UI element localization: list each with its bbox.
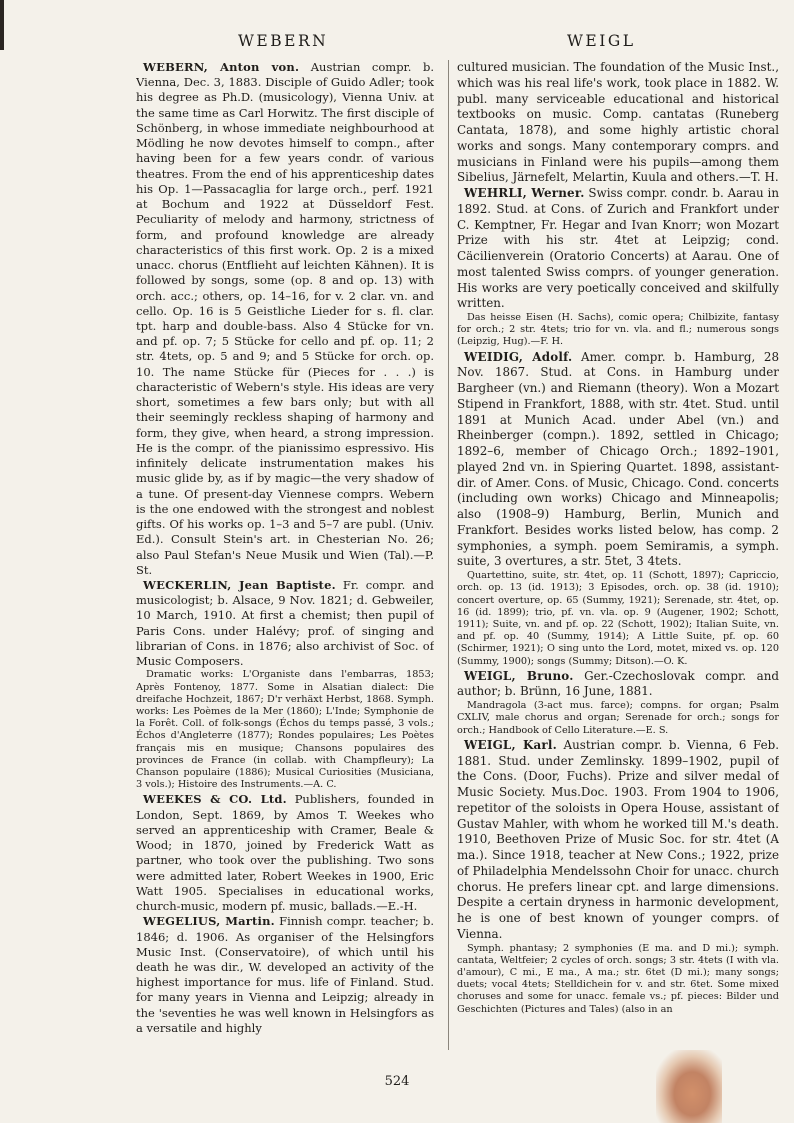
running-header xyxy=(0,22,794,52)
entry-body: cultured musician. The foundation of the Music Inst., which was his real life's work, took place in 1882. W. publ. many serviceable educational and historical textbooks on music. Comp. cantatas (Runeberg Cantata, 1878), and some highly artistic choral works and songs. Many contemporary comprs. and musicians in Finland were his pupils—among them Sibelius, Järnefelt, Melartin, Kuula and others.—T. H. xyxy=(457,60,779,185)
entry-weekes xyxy=(136,792,434,914)
entry-works-list: Das heisse Eisen (H. Sachs), comic opera; Chilbizite, fantasy for orch.; 2 str. 4tets; trio for vn. vla. and fl.; numerous songs (Leipzig, Hug).—F. H. xyxy=(457,312,779,348)
entry-wegelius-continued xyxy=(457,60,779,186)
entry-headword: WECKERLIN, Jean Baptiste. xyxy=(143,577,336,592)
entry-body: Austrian compr. b. Vienna, 6 Feb. 1881. Stud. under Zemlinsky. 1899–1902, pupil of the Cons. (Door, Fuchs). Prize and silver medal of Music Society. Mus.Doc. 1903. From 1904 to 1906, repetitor of the soloists in Opera House, assistant of Gustav Mahler, with whom he worked till M.'s death. 1910, Beethoven Prize of Music Soc. for str. 4tet (A ma.). Since 1918, teacher at New Cons.; 1922, prize of Philadelphia Mendelssohn Choir for unacc. church chorus. He prefers linear cpt. and large dimensions. Despite a certain dryness in harmonic development, he is one of best known of younger comprs. of Vienna. xyxy=(457,737,779,941)
corner-stain xyxy=(656,1050,722,1123)
header-right-word: WEIGL xyxy=(567,32,636,50)
entry-wehrli xyxy=(457,186,779,349)
entry-works-list: Quartettino, suite, str. 4tet, op. 11 (Schott, 1897); Capriccio, orch. op. 13 (id. 1913); 3 Episodes, orch. op. 38 (id. 1910); concert overture, op. 65 (Summy, 1921); Serenade, str. 4tet, op. 16 (id. 1899); trio, pf. vn. vla. op. 9 (Augener, 1902; Schott, 1911); Suite, vn. and pf. op. 22 (Schott, 1902); Italian Suite, vn. and pf. op. 40 (Summy, 1914); A Little Suite, pf. op. 60 (Schirmer, 1921); O sing unto the Lord, motet, mixed vs. op. 120 (Summy, 1900); songs (Summy; Ditson).—O. K. xyxy=(457,570,779,667)
entry-webern xyxy=(136,60,434,578)
entry-body: Austrian compr. b. Vienna, Dec. 3, 1883. Disciple of Guido Adler; took his degree as Ph.D. (musicology), Vienna Univ. at the same time as Carl Horwitz. The first disciple of Schönberg, in whose immediate neighbourhood at Mödling he now devotes himself to compn., after having been for a few years condr. of various theatres. From the end of his apprenticeship dates his Op. 1—Passacaglia for large orch., perf. 1921 at Bochum and 1922 at Düsseldorf Fest. Peculiarity of melody and harmony, strictness of form, and profound knowledge are already characteristics of this first work. Op. 2 is a mixed unacc. chorus (Entflieht auf leichten Kähnen). It is followed by songs, some (op. 8 and op. 13) with orch. acc.; others, op. 14–16, for v. 2 clar. vn. and cello. Op. 16 is 5 Geistliche Lieder for s. fl. clar. tpt. harp and double-bass. Also 4 Stücke for vn. and pf. op. 7; 5 Stücke for cello and pf. op. 11; 2 str. 4tets, op. 5 and 9; and 5 Stücke for orch. op. 10. The name Stücke für (Pieces for . . .) is characteristic of Webern's style. His ideas are very short, sometimes a few bars only; but with all their seemingly reckless shaping of harmony and form, they give, when heard, a strong impression. He is the compr. of the pianissimo espressivo. His infinitely delicate instrumentation makes his music glide by, as if by magic—the very shadow of a tune. Of present-day Viennese comprs. Webern is the one endowed with the strongest and noblest gifts. Of his works op. 1–3 and 5–7 are publ. (Univ. Ed.). Consult Stein's art. in Chesterian No. 26; also Paul Stefan's Neue Musik und Wien (Tal).—P. St. xyxy=(136,60,434,577)
entry-body: Swiss compr. condr. b. Aarau in 1892. Stud. at Cons. of Zurich and Frankfort under C. Kemptner, Fr. Hegar and Ivan Knorr; won Mozart Prize with his str. 4tet at Leipzig; cond. Cäcilienverein (Oratorio Concerts) at Aarau. One of most talented Swiss comprs. of younger generation. His works are very poetically conceived and skilfully written. xyxy=(457,186,779,311)
entry-works-list: Mandragola (3-act mus. farce); compns. for organ; Psalm CXLIV, male chorus and organ; Serenade for orch.; songs for orch.; Handbook of Cello Literature.—E. S. xyxy=(457,700,779,736)
header-left-word: WEBERN xyxy=(238,32,329,50)
entry-headword: WEIDIG, Adolf. xyxy=(464,349,573,364)
entry-headword: WEBERN, Anton von. xyxy=(143,60,300,74)
entry-wegelius xyxy=(136,914,434,1036)
entry-weigl-karl xyxy=(457,738,779,1016)
entry-works-list: Dramatic works: L'Organiste dans l'embarras, 1853; Après Fontenoy, 1877. Some in Alsatian dialect: Die dreifache Hochzeit, 1867; D'r verhäxt Herbst, 1868. Symph. works: Les Poèmes de la Mer (1860); L'Inde; Symphonie de la Forêt. Coll. of folk-songs (Échos du temps passé, 3 vols.; Échos d'Angleterre (1877); Rondes populaires; Les Poètes français mis en musique; Chansons populaires des provinces de France (in collab. with Champfleury); La Chanson populaire (1886); Musical Curiosities (Musiciana, 3 vols.); Histoire des Instruments.—A. C. xyxy=(136,669,434,791)
entry-weidig xyxy=(457,350,779,668)
entry-body: Ger.-Czechoslovak compr. and author; b. Brünn, 16 June, 1881. xyxy=(457,668,779,699)
entry-works-list: Symph. phantasy; 2 symphonies (E ma. and D mi.); symph. cantata, Weltfeier; 2 cycles of orch. songs; 3 str. 4tets (I with vla. d'amour), C mi., E ma., A ma.; str. 6tet (D mi.); many songs; duets; vocal 4tets; Stelldichein for v. and str. 6tet. Some mixed choruses and some for unacc. female vs.; pf. pieces: Bilder und Geschichten (Pictures and Tales) (also in an xyxy=(457,942,779,1015)
entry-headword: WEIGL, Bruno. xyxy=(464,668,574,683)
entry-headword: WEIGL, Karl. xyxy=(464,737,557,752)
entry-body: Amer. compr. b. Hamburg, 28 Nov. 1867. Stud. at Cons. in Hamburg under Bargheer (vn.) and Riemann (theory). Won a Mozart Stipend in Frankfort, 1888, with str. 4tet. Stud. until 1891 at Munich Acad. under Abel (vn.) and Rheinberger (compn.). 1892, settled in Chicago; 1892–6, member of Chicago Orch.; 1892–1901, played 2nd vn. in Spiering Quartet. 1898, assistant-dir. of Amer. Cons. of Music, Chicago. Cond. concerts (including own works) Chicago and Minneapolis; also (1908–9) Hamburg, Berlin, Munich and Frankfort. Besides works listed below, has comp. 2 symphonies, a symph. poem Semiramis, a symph. suite, 3 overtures, a str. 5tet, 3 4tets. xyxy=(457,349,779,569)
entry-body: Finnish compr. teacher; b. 1846; d. 1906. As organiser of the Helsingfors Music Inst. (Conservatoire), of which until his death he was dir., W. developed an activity of the highest importance for mus. life of Finland. Stud. for many years in Vienna and Leipzig; already in the 'seventies he was well known in Helsingfors as a versatile and highly xyxy=(136,914,434,1035)
entry-weigl-bruno xyxy=(457,669,779,737)
right-column xyxy=(448,60,779,1050)
entry-headword: WEHRLI, Werner. xyxy=(464,186,585,200)
entry-headword: WEEKES & CO. Ltd. xyxy=(143,792,287,807)
page-number: 524 xyxy=(384,1074,410,1089)
entry-headword: WEGELIUS, Martin. xyxy=(143,914,275,929)
entry-weckerlin xyxy=(136,578,434,791)
left-column xyxy=(136,60,434,1052)
entry-body: Publishers, founded in London, Sept. 1869, by Amos T. Weekes who served an apprenticeship with Cramer, Beale & Wood; in 1870, joined by Frederick Watt as partner, who took over the publishing. Two sons were admitted later, Robert Weekes in 1900, Eric Watt 1905. Specialises in educational works, church-music, modern pf. music, ballads.—E.-H. xyxy=(136,792,434,914)
entry-body: Fr. compr. and musicologist; b. Alsace, 9 Nov. 1821; d. Gebweiler, 10 March, 1910. At first a chemist; then pupil of Paris Cons. under Halévy; prof. of singing and librarian of Cons. in 1876; also archivist of Soc. of Music Composers. xyxy=(136,577,434,669)
